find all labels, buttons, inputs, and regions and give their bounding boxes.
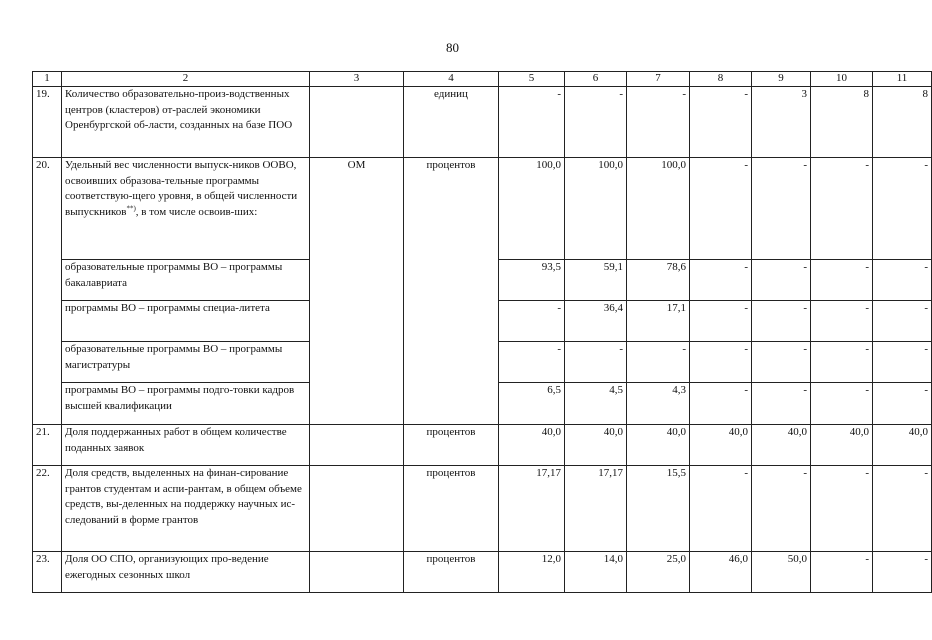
- value-cell: -: [499, 87, 565, 158]
- value-cell: -: [690, 260, 752, 301]
- page-number: 80: [446, 40, 459, 55]
- value-cell: -: [811, 552, 873, 593]
- value-cell: -: [752, 260, 811, 301]
- value-cell: 25,0: [627, 552, 690, 593]
- value-cell: 6,5: [499, 383, 565, 425]
- table-row: [33, 425, 932, 466]
- value-cell: -: [811, 301, 873, 342]
- unit-cell: процентов: [404, 552, 499, 593]
- value-cell: -: [873, 383, 932, 425]
- value-cell: -: [873, 260, 932, 301]
- value-cell: -: [752, 342, 811, 383]
- value-cell: -: [811, 466, 873, 552]
- indicators-table: [32, 71, 932, 593]
- value-cell: 40,0: [627, 425, 690, 466]
- table-row: [33, 552, 932, 593]
- value-cell: -: [873, 466, 932, 552]
- indicator-name-part: Удельный вес численности выпуск-ников ООВО, освоивших образова-тельные программы соответствую-щего уровня, в общей численности выпускников: [65, 159, 298, 218]
- header-cell: 11: [873, 72, 932, 87]
- unit-cell: единиц: [404, 87, 499, 158]
- value-cell: 17,17: [565, 466, 627, 552]
- header-cell: 9: [752, 72, 811, 87]
- value-cell: -: [627, 87, 690, 158]
- value-cell: 100,0: [565, 158, 627, 260]
- value-cell: -: [811, 383, 873, 425]
- program-code: [310, 87, 404, 158]
- value-cell: 40,0: [690, 425, 752, 466]
- indicator-name: Доля ОО СПО, организующих про-ведение ежегодных сезонных школ: [62, 552, 310, 593]
- value-cell: -: [499, 342, 565, 383]
- value-cell: 100,0: [499, 158, 565, 260]
- indicator-name: программы ВО – программы подго-товки кадров высшей квалификации: [62, 383, 310, 425]
- value-cell: 40,0: [752, 425, 811, 466]
- header-cell: 4: [404, 72, 499, 87]
- header-cell: 7: [627, 72, 690, 87]
- value-cell: -: [690, 301, 752, 342]
- value-cell: -: [690, 158, 752, 260]
- value-cell: 40,0: [565, 425, 627, 466]
- header-cell: 10: [811, 72, 873, 87]
- program-code: ОМ: [310, 158, 404, 425]
- value-cell: 4,5: [565, 383, 627, 425]
- row-number: 20.: [33, 158, 62, 425]
- value-cell: -: [690, 466, 752, 552]
- value-cell: 4,3: [627, 383, 690, 425]
- row-number: 19.: [33, 87, 62, 158]
- unit-cell: процентов: [404, 425, 499, 466]
- indicator-name: Доля средств, выделенных на финан-сирование грантов студентам и аспи-рантам, в общем объеме средств, вы-деленных на поддержку научных ис-следований в форме грантов: [62, 466, 310, 552]
- header-cell: 3: [310, 72, 404, 87]
- value-cell: 100,0: [627, 158, 690, 260]
- header-cell: 8: [690, 72, 752, 87]
- indicator-name: Доля поддержанных работ в общем количестве поданных заявок: [62, 425, 310, 466]
- header-cell: 6: [565, 72, 627, 87]
- value-cell: -: [690, 383, 752, 425]
- value-cell: 40,0: [811, 425, 873, 466]
- program-code: [310, 552, 404, 593]
- footnote-mark: **): [126, 204, 136, 213]
- value-cell: -: [565, 342, 627, 383]
- value-cell: -: [873, 552, 932, 593]
- header-cell: 2: [62, 72, 310, 87]
- value-cell: 17,1: [627, 301, 690, 342]
- value-cell: -: [752, 158, 811, 260]
- header-cell: 1: [33, 72, 62, 87]
- value-cell: -: [752, 466, 811, 552]
- program-code: [310, 466, 404, 552]
- indicator-name: образовательные программы ВО – программы магистратуры: [62, 342, 310, 383]
- value-cell: 36,4: [565, 301, 627, 342]
- value-cell: 46,0: [690, 552, 752, 593]
- value-cell: 59,1: [565, 260, 627, 301]
- table-row: [33, 158, 932, 260]
- value-cell: -: [499, 301, 565, 342]
- row-number: 22.: [33, 466, 62, 552]
- header-cell: 5: [499, 72, 565, 87]
- value-cell: -: [627, 342, 690, 383]
- indicator-name: Количество образовательно-произ-водственных центров (кластеров) от-раслей экономики Оренбургской об-ласти, созданных на базе ПОО: [62, 87, 310, 158]
- value-cell: 78,6: [627, 260, 690, 301]
- value-cell: 12,0: [499, 552, 565, 593]
- program-code: [310, 425, 404, 466]
- indicator-name: [62, 158, 310, 260]
- value-cell: 93,5: [499, 260, 565, 301]
- value-cell: -: [565, 87, 627, 158]
- indicator-name: программы ВО – программы специа-литета: [62, 301, 310, 342]
- table-row: [33, 87, 932, 158]
- value-cell: 40,0: [499, 425, 565, 466]
- value-cell: 8: [873, 87, 932, 158]
- value-cell: -: [752, 383, 811, 425]
- value-cell: 17,17: [499, 466, 565, 552]
- value-cell: -: [873, 158, 932, 260]
- value-cell: -: [811, 342, 873, 383]
- value-cell: -: [811, 260, 873, 301]
- value-cell: 3: [752, 87, 811, 158]
- unit-cell: процентов: [404, 158, 499, 425]
- value-cell: -: [873, 342, 932, 383]
- value-cell: -: [690, 87, 752, 158]
- indicator-name-part: , в том числе освоив-ших:: [135, 205, 258, 218]
- value-cell: 14,0: [565, 552, 627, 593]
- value-cell: 8: [811, 87, 873, 158]
- unit-cell: процентов: [404, 466, 499, 552]
- value-cell: 40,0: [873, 425, 932, 466]
- value-cell: -: [873, 301, 932, 342]
- indicator-name: образовательные программы ВО – программы бакалавриата: [62, 260, 310, 301]
- row-number: 21.: [33, 425, 62, 466]
- value-cell: -: [752, 301, 811, 342]
- table-header-row: [33, 72, 932, 87]
- row-number: 23.: [33, 552, 62, 593]
- value-cell: 15,5: [627, 466, 690, 552]
- value-cell: -: [811, 158, 873, 260]
- value-cell: 50,0: [752, 552, 811, 593]
- table-row: [33, 466, 932, 552]
- value-cell: -: [690, 342, 752, 383]
